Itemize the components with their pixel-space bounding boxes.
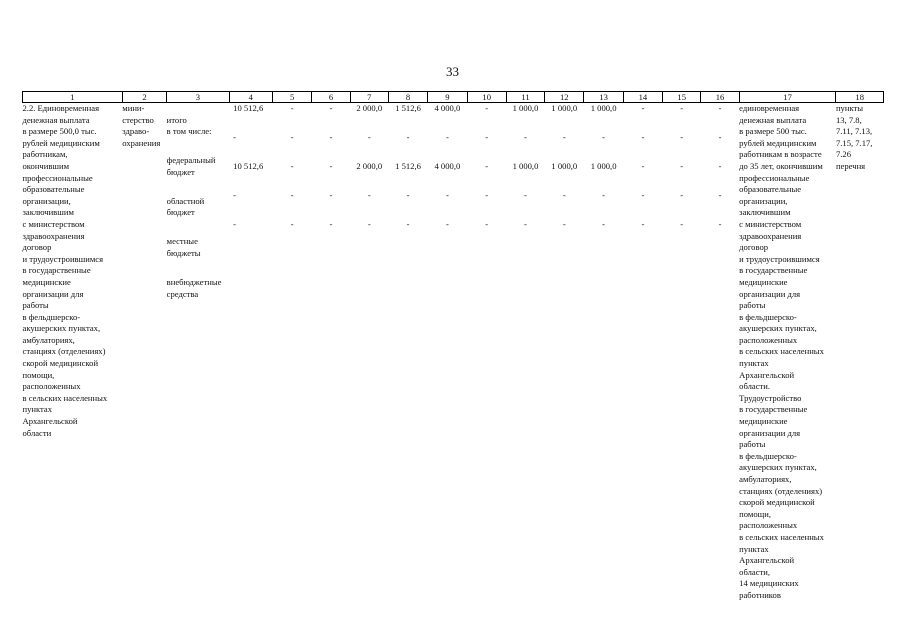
value-cell: -: [718, 190, 722, 200]
value-cell: 4 000,0: [434, 161, 461, 171]
value-cell: -: [290, 132, 294, 142]
value-cell: -: [406, 132, 410, 142]
value-cell: -: [406, 190, 410, 200]
value-cell: -: [445, 190, 449, 200]
value-cell: -: [680, 161, 684, 171]
value-cell: -: [290, 161, 294, 171]
value-cell: -: [485, 219, 489, 229]
value-cell: -: [680, 103, 684, 113]
column-number-18: 18: [836, 92, 884, 103]
value-cell: -: [562, 219, 566, 229]
column-number-16: 16: [701, 92, 739, 103]
value-cell: -: [290, 190, 294, 200]
value-col-8: [388, 103, 427, 602]
value-cell: 1 000,0: [512, 161, 539, 171]
value-cell: -: [562, 190, 566, 200]
value-cell: -: [367, 132, 371, 142]
value-cell: -: [680, 132, 684, 142]
column-number-15: 15: [663, 92, 701, 103]
column-number-12: 12: [545, 92, 584, 103]
value-cell: 2 000,0: [356, 103, 383, 113]
value-col-6: [312, 103, 350, 602]
value-cell: -: [641, 132, 645, 142]
value-cell: -: [524, 219, 527, 229]
value-cell: -: [485, 103, 489, 113]
activity-name-cell: 2.2. Единовременная денежная выплата в размере 500,0 тыс. рублей медицинским работникам, окончившим профессиональные образовательные организации, заключившим с министерством здравоохранения договор и трудоустроившимся в государственные медицинские организации для работы в фельдшерско- акушерских пунктах, амбулаториях, станциях (отделениях) скорой медицинской помощи, расположенных в сельских населенных пунктах Архангельской области: [22, 103, 108, 438]
value-cell: 1 512,6: [395, 103, 421, 113]
value-col-15: [663, 103, 701, 602]
value-cell: -: [641, 161, 645, 171]
table-row: [23, 103, 884, 602]
value-cell: -: [718, 132, 722, 142]
value-cell: -: [680, 219, 684, 229]
value-cell: 1 512,6: [395, 161, 421, 171]
value-cell: -: [233, 132, 237, 142]
column-number-10: 10: [467, 92, 506, 103]
funding-sources-cell: [167, 103, 230, 602]
result-description-cell: единовременная денежная выплата в размере 500 тыс. рублей медицинским работникам в возрасте до 35 лет, окончившим профессиональные образовательные организации, заключившим с министерством здравоохранения договор и трудоустроившимся в государственные медицинские организации для работы в фельдшерско- акушерских пунктах, расположенных в сельских населенных пунктах Архангельской области. Трудоустройство в государственные медицинские организации для работы в фельдшерско- акушерских пунктах, амбулаториях, станциях (отделениях) скорой медицинской помощи, расположенных в сельских населенных пунктах Архангельской области, 14 медицинских работников: [739, 103, 824, 600]
column-number-13: 13: [584, 92, 623, 103]
value-cell: -: [680, 190, 684, 200]
column-number-9: 9: [428, 92, 467, 103]
column-number-7: 7: [350, 92, 388, 103]
value-col-14: [623, 103, 662, 602]
value-cell: -: [367, 219, 371, 229]
column-number-8: 8: [388, 92, 427, 103]
value-cell: -: [602, 190, 606, 200]
value-cell: -: [329, 219, 333, 229]
value-cell: -: [602, 132, 606, 142]
value-cell: 10 512,6: [233, 161, 264, 171]
column-number-5: 5: [273, 92, 312, 103]
value-col-10: [467, 103, 506, 602]
value-cell: -: [290, 219, 294, 229]
value-cell: -: [485, 190, 489, 200]
value-cell: -: [718, 219, 722, 229]
value-cell: -: [329, 161, 333, 171]
value-cell: 4 000,0: [434, 103, 461, 113]
value-cell: -: [290, 103, 294, 113]
value-col-4: [229, 103, 272, 602]
value-cell: -: [641, 219, 645, 229]
value-cell: -: [406, 219, 410, 229]
value-cell: -: [233, 219, 237, 229]
value-col-13: [584, 103, 623, 602]
value-cell: -: [718, 103, 722, 113]
value-col-9: [428, 103, 467, 602]
column-number-17: 17: [739, 92, 836, 103]
value-cell: -: [233, 190, 237, 200]
column-number-4: 4: [229, 92, 272, 103]
column-number-2: 2: [122, 92, 166, 103]
value-col-12: [545, 103, 584, 602]
value-cell: -: [485, 132, 489, 142]
column-number-3: 3: [167, 92, 230, 103]
column-number-row: [23, 92, 884, 103]
value-cell: 10 512,6: [233, 103, 264, 113]
value-cell: -: [445, 132, 449, 142]
reference-cell: пункты 13, 7.8, 7.11, 7.13, 7.15, 7.17, 7.26 перечня: [835, 103, 873, 171]
value-col-16: [701, 103, 739, 602]
value-cell: -: [602, 219, 606, 229]
column-number-6: 6: [312, 92, 350, 103]
value-col-5: [273, 103, 312, 602]
value-col-11: [506, 103, 544, 602]
column-number-14: 14: [623, 92, 662, 103]
value-cell: -: [524, 190, 527, 200]
value-cell: -: [329, 190, 333, 200]
value-cell: -: [562, 132, 566, 142]
value-cell: 1 000,0: [551, 161, 578, 171]
program-table: [22, 91, 884, 602]
value-cell: -: [524, 132, 527, 142]
column-number-1: 1: [23, 92, 123, 103]
value-cell: 1 000,0: [551, 103, 578, 113]
value-cell: -: [641, 190, 645, 200]
source-total: итого в том числе:: [166, 114, 212, 137]
value-cell: -: [329, 103, 333, 113]
value-cell: 1 000,0: [590, 161, 617, 171]
value-cell: 1 000,0: [512, 103, 539, 113]
value-cell: 2 000,0: [356, 161, 383, 171]
value-cell: -: [485, 161, 489, 171]
page-number: 33: [446, 64, 459, 79]
value-col-7: [350, 103, 388, 602]
responsible-executor-cell: мини- стерство здраво- охранения: [122, 103, 161, 148]
source-federal: федеральный бюджет: [166, 155, 216, 177]
value-cell: -: [445, 219, 449, 229]
column-number-11: 11: [506, 92, 544, 103]
value-cell: -: [641, 103, 645, 113]
value-cell: 1 000,0: [590, 103, 617, 113]
source-local: местные бюджеты: [166, 236, 201, 258]
source-regional: областной бюджет: [166, 195, 205, 218]
source-extrabudgetary: внебюджетные средства: [166, 276, 222, 299]
value-cell: -: [718, 161, 722, 171]
value-cell: -: [367, 190, 371, 200]
value-cell: -: [329, 132, 333, 142]
